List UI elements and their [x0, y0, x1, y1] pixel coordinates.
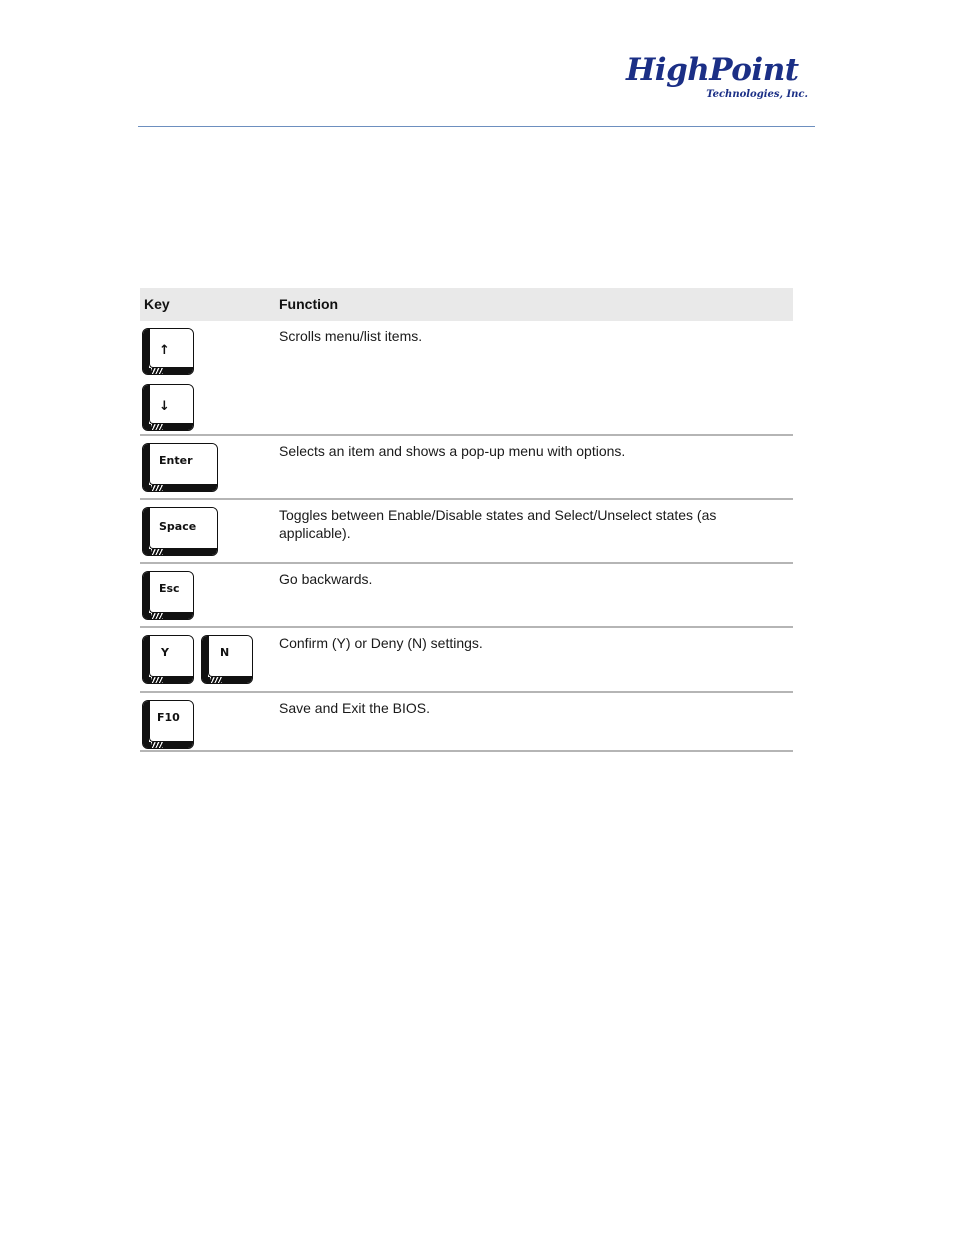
enter-key-icon	[142, 443, 218, 492]
column-header-key: Key	[144, 296, 170, 312]
enter-key-label: Enter	[159, 454, 193, 467]
function-description: Selects an item and shows a pop-up menu with options.	[279, 443, 626, 459]
table-row	[140, 628, 793, 693]
y-key-label: Y	[161, 646, 169, 659]
space-key-label: Space	[159, 520, 197, 533]
table-row	[140, 436, 793, 500]
space-key-icon	[142, 507, 218, 556]
down-arrow-key-icon	[142, 384, 194, 431]
esc-key-icon	[142, 571, 194, 620]
f10-key-icon	[142, 700, 194, 749]
header-divider	[138, 126, 815, 127]
logo-subtitle: Technologies, Inc.	[706, 89, 808, 100]
n-key-label: N	[220, 646, 230, 659]
function-description: Save and Exit the BIOS.	[279, 700, 430, 716]
function-description: Go backwards.	[279, 571, 373, 587]
function-description: Confirm (Y) or Deny (N) settings.	[279, 635, 483, 651]
n-key-icon	[201, 635, 253, 684]
table-row	[140, 564, 793, 628]
table-row	[140, 693, 793, 752]
f10-key-label: F10	[157, 711, 180, 724]
up-arrow-key-icon	[142, 328, 194, 375]
highpoint-logo	[624, 52, 814, 106]
table-row	[140, 500, 793, 564]
function-description: Toggles between Enable/Disable states and Select/Unselect states (as applicable).	[279, 507, 717, 541]
column-header-function: Function	[279, 296, 339, 312]
key-function-table	[140, 288, 793, 752]
down-arrow-glyph: ↓	[159, 399, 170, 414]
logo-wordmark: HighPoint	[626, 52, 799, 88]
table-row	[140, 321, 793, 436]
esc-key-label: Esc	[159, 582, 180, 595]
table-header	[140, 288, 793, 321]
y-key-icon	[142, 635, 194, 684]
up-arrow-glyph: ↑	[159, 343, 170, 358]
function-description: Scrolls menu/list items.	[279, 328, 423, 344]
